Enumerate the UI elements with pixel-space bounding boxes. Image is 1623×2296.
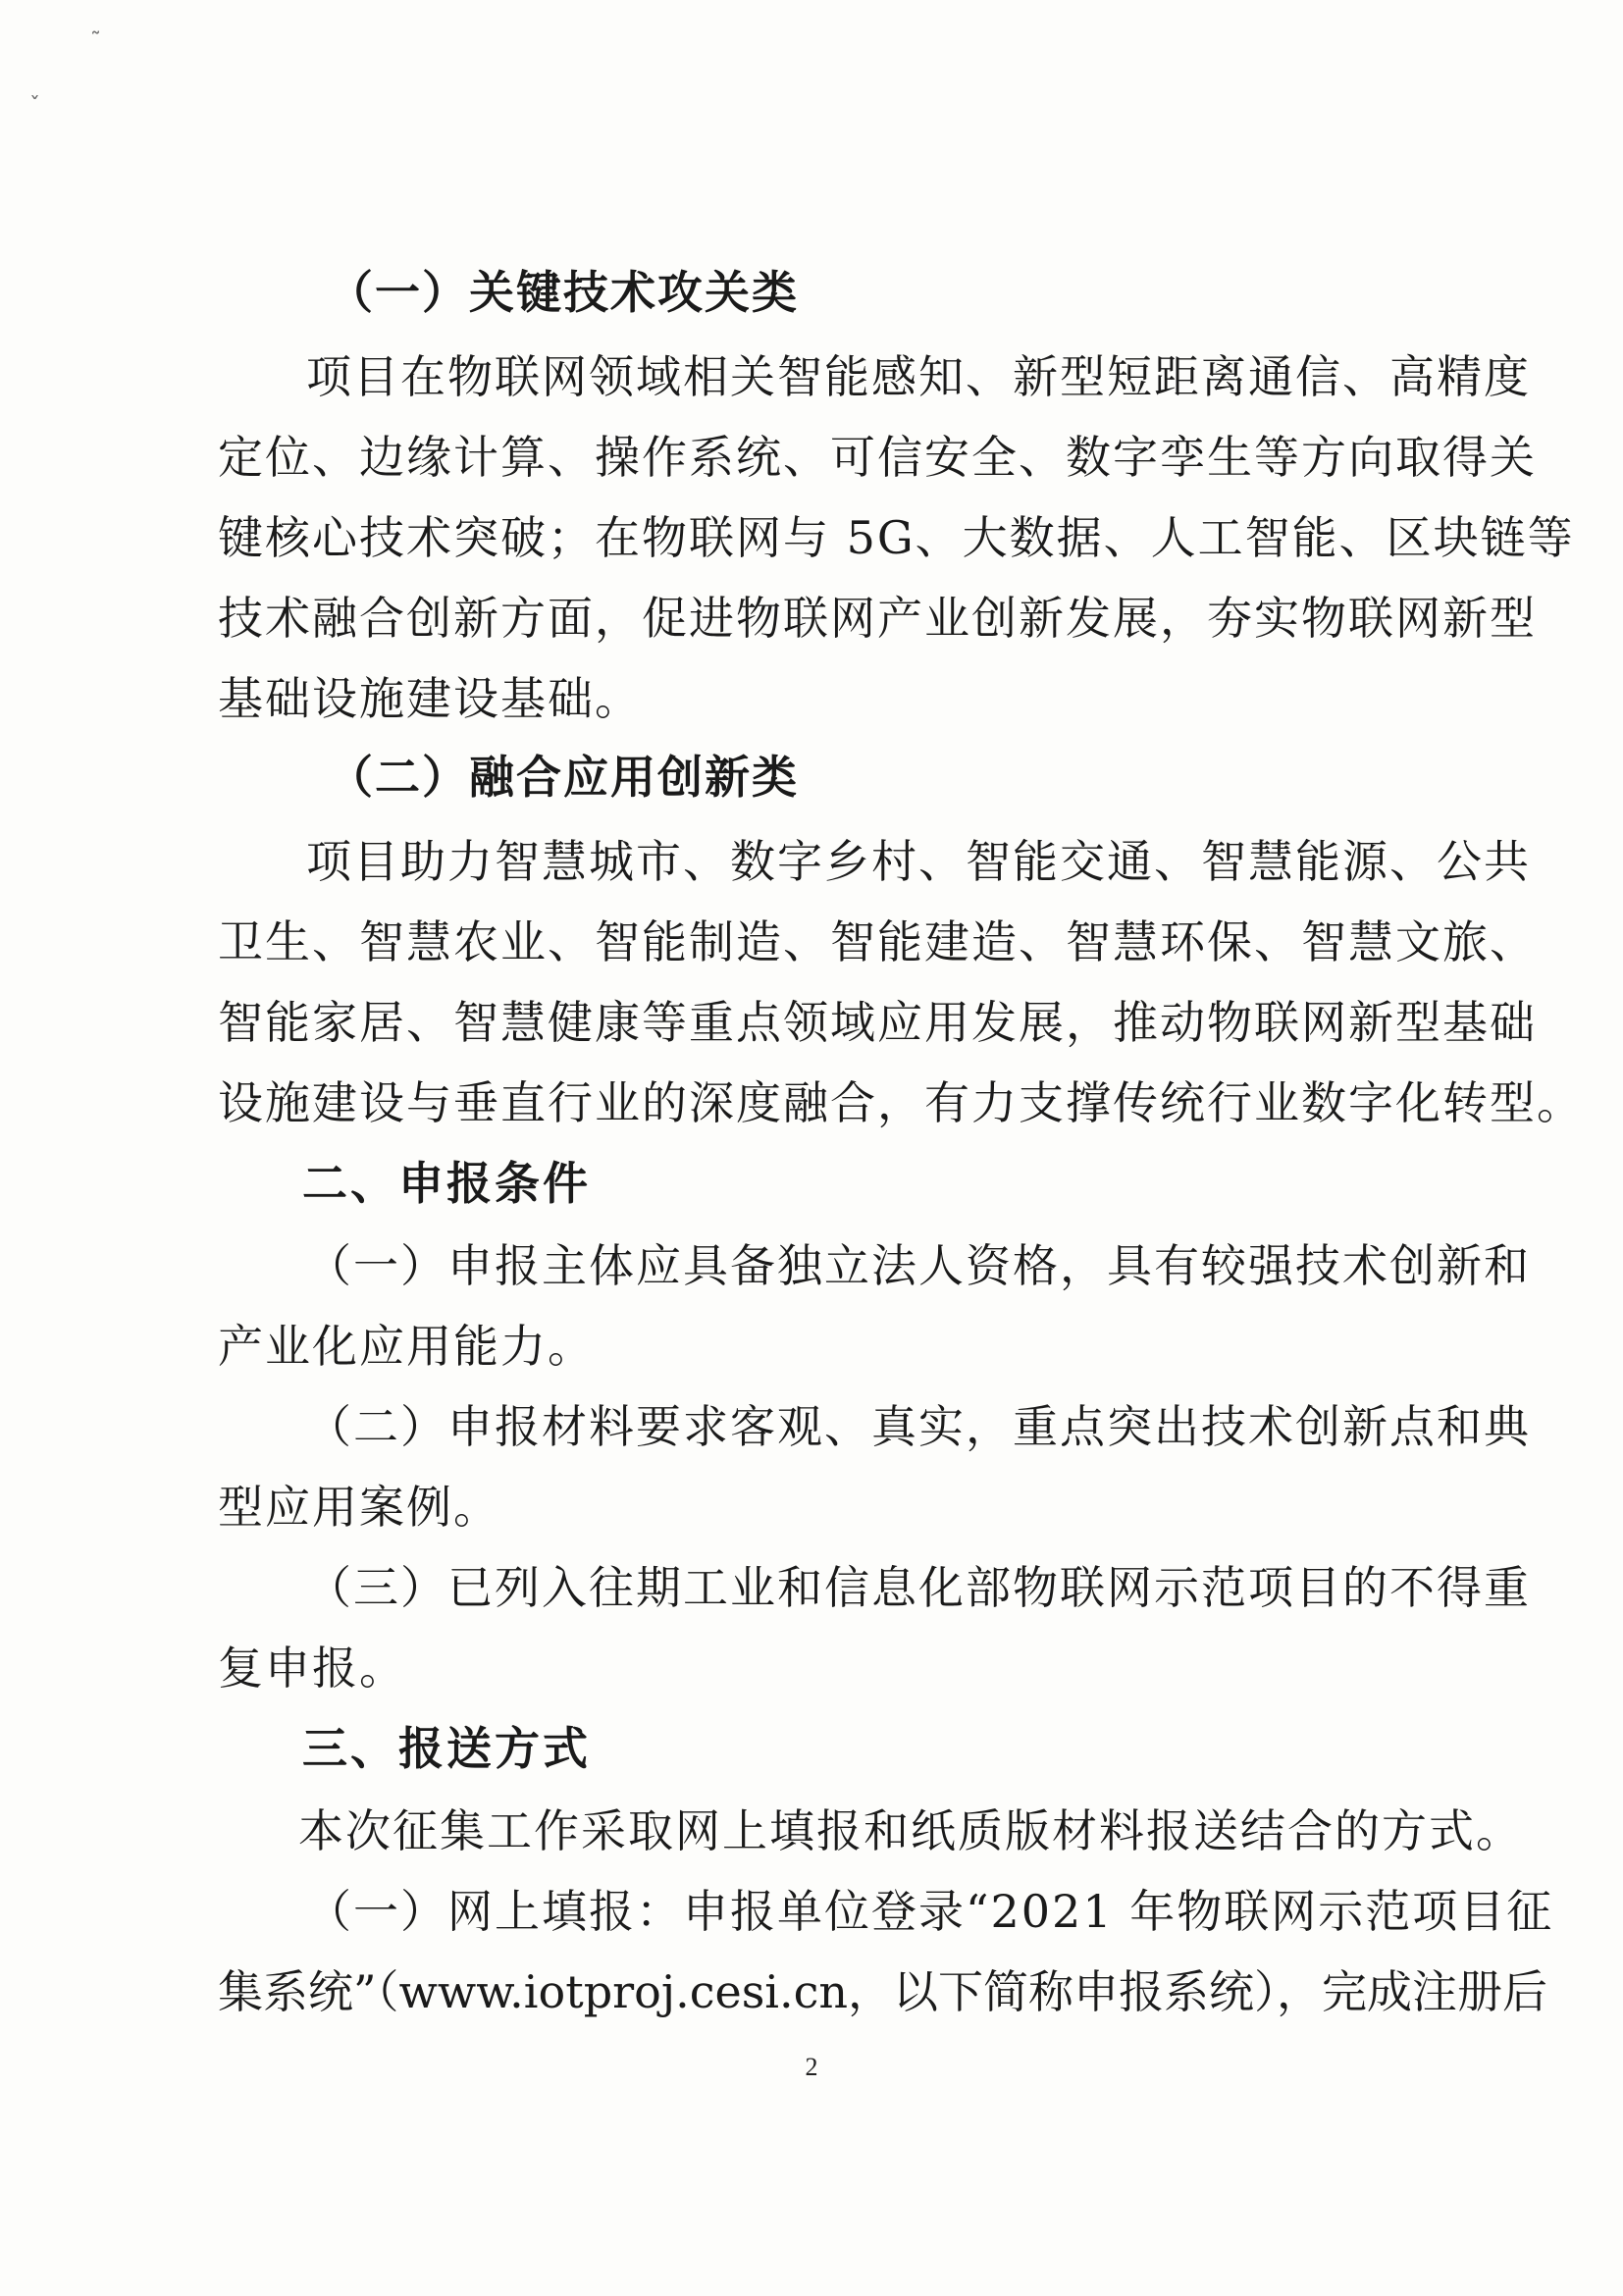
text-line: 集系统”（www.iotproj.cesi.cn，以下简称申报系统），完成注册后 — [218, 1965, 1548, 2018]
subsection-heading: （二）融合应用创新类 — [328, 751, 799, 804]
section-heading: 三、报送方式 — [302, 1722, 591, 1775]
text-line: （一）网上填报：申报单位登录“2021 年物联网示范项目征 — [306, 1885, 1554, 1938]
text-line: 项目在物联网领域相关智能感知、新型短距离通信、高精度 — [306, 350, 1531, 403]
text-line: 键核心技术突破；在物联网与 5G、大数据、人工智能、区块链等 — [218, 511, 1575, 564]
text-line: （二）申报材料要求客观、真实，重点突出技术创新点和典 — [306, 1400, 1531, 1453]
section-heading: 二、申报条件 — [302, 1157, 591, 1210]
text-line: 定位、边缘计算、操作系统、可信安全、数字孪生等方向取得关 — [218, 431, 1537, 484]
text-line: 型应用案例。 — [218, 1481, 500, 1534]
text-line: 基础设施建设基础。 — [218, 672, 642, 725]
body-text — [218, 0, 1584, 2296]
text-line: （三）已列入往期工业和信息化部物联网示范项目的不得重 — [306, 1561, 1531, 1614]
text-line: 技术融合创新方面，促进物联网产业创新发展，夯实物联网新型 — [218, 592, 1537, 645]
text-line: 本次征集工作采取网上填报和纸质版材料报送结合的方式。 — [298, 1804, 1523, 1857]
page-number: 2 — [805, 2053, 818, 2081]
text-line: 产业化应用能力。 — [218, 1320, 595, 1373]
scan-speck: ˜ — [90, 29, 101, 54]
subsection-heading: （一）关键技术攻关类 — [328, 266, 799, 319]
scan-speck: ˇ — [29, 94, 40, 119]
text-line: 复申报。 — [218, 1642, 406, 1695]
text-line: 智能家居、智慧健康等重点领域应用发展，推动物联网新型基础 — [218, 996, 1537, 1049]
text-line: （一）申报主体应具备独立法人资格，具有较强技术创新和 — [306, 1239, 1531, 1292]
text-line: 项目助力智慧城市、数字乡村、智能交通、智慧能源、公共 — [306, 835, 1531, 888]
text-line: 设施建设与垂直行业的深度融合，有力支撑传统行业数字化转型。 — [218, 1076, 1584, 1129]
text-line: 卫生、智慧农业、智能制造、智能建造、智慧环保、智慧文旅、 — [218, 915, 1537, 968]
